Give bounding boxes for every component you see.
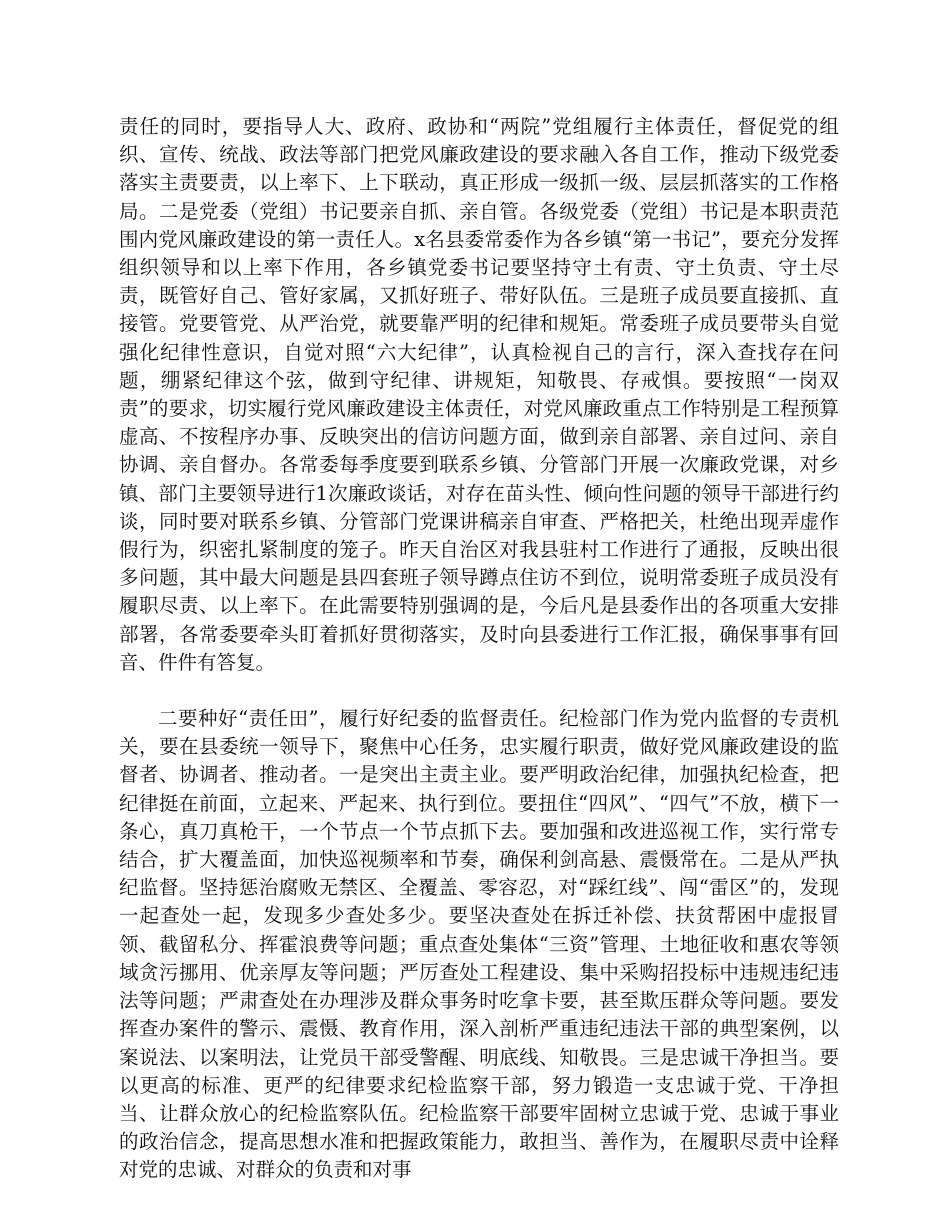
paragraph-2: 二要种好“责任田”，履行好纪委的监督责任。纪检部门作为党内监督的专责机关，要在县委统一领导下，聚焦中心任务，忠实履行职责，做好党风廉政建设的监督者、协调者、推动者。一是突出主责主业。要严明政治纪律，加强执纪检查，把纪律挺在前面，立起来、严起来、执行到位。要扭住“四风”、“四气”不放，横下一条心，真刀真枪干，一个节点一个节点抓下去。要加强和改进巡视工作，实行常专结合，扩大覆盖面，加快巡视频率和节奏，确保利剑高悬、震慑常在。二是从严执纪监督。坚持惩治腐败无禁区、全覆盖、零容忍，对“踩红线”、闯“雷区”的，发现一起查处一起，发现多少查处多少。要坚决查处在拆迁补偿、扶贫帮困中虚报冒领、截留私分、挥霍浪费等问题；重点查处集体“三资”管理、土地征收和惠农等领域贪污挪用、优亲厚友等问题；严厉查处工程建设、集中采购招投标中违规违纪违法等问题；严肃查处在办理涉及群众事务时吃拿卡要，甚至欺压群众等问题。要发挥查办案件的警示、震慑、教育作用，深入剖析严重违纪违法干部的典型案例，以案说法、以案明法，让党员干部受警醒、明底线、知敬畏。三是忠诚干净担当。要以更高的标准、更严的纪律要求纪检监察干部，努力锻造一支忠诚于党、干净担当、让群众放心的纪检监察队伍。纪检监察干部要牢固树立忠诚于党、忠诚于事业的政治信念，提高思想水准和把握政策能力，敢担当、善作为，在履职尽责中诠释对党的忠诚、对群众的负责和对事 [119, 707, 839, 1182]
document-body [119, 113, 839, 1185]
paragraph-1: 责任的同时，要指导人大、政府、政协和“两院”党组履行主体责任，督促党的组织、宣传、统战、政法等部门把党风廉政建设的要求融入各自工作，推动下级党委落实主责要责，以上率下、上下联动，真正形成一级抓一级、层层抓落实的工作格局。二是党委（党组）书记要亲自抓、亲自管。各级党委（党组）书记是本职责范围内党风廉政建设的第一责任人。x名县委常委作为各乡镇“第一书记”，要充分发挥组织领导和以上率下作用，各乡镇党委书记要坚持守土有责、守土负责、守土尽责，既管好自己、管好家属，又抓好班子、带好队伍。三是班子成员要直接抓、直接管。党要管党、从严治党，就要靠严明的纪律和规矩。常委班子成员要带头自觉强化纪律性意识，自觉对照“六大纪律”，认真检视自己的言行，深入查找存在问题，绷紧纪律这个弦，做到守纪律、讲规矩，知敬畏、存戒惧。要按照“一岗双责”的要求，切实履行党风廉政建设主体责任，对党风廉政重点工作特别是工程预算虚高、不按程序办事、反映突出的信访问题方面，做到亲自部署、亲自过问、亲自协调、亲自督办。各常委每季度要到联系乡镇、分管部门开展一次廉政党课，对乡镇、部门主要领导进行1次廉政谈话，对存在苗头性、倾向性问题的领导干部进行约谈，同时要对联系乡镇、分管部门党课讲稿亲自审查、严格把关，杜绝出现弄虚作假行为，织密扎紧制度的笼子。昨天自治区对我县驻村工作进行了通报，反映出很多问题，其中最大问题是县四套班子领导蹲点住访不到位，说明常委班子成员没有履职尽责、以上率下。在此需要特别强调的是，今后凡是县委作出的各项重大安排部署，各常委要牵头盯着抓好贯彻落实，及时向县委进行工作汇报，确保事事有回音、件件有答复。 [119, 115, 839, 674]
